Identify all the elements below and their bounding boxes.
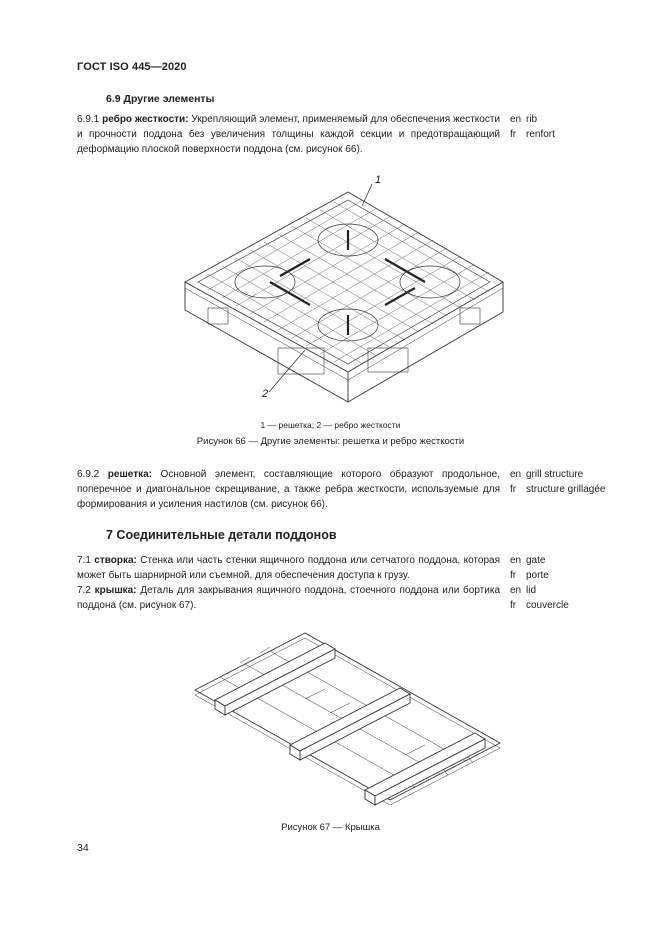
term-definition [77, 112, 500, 157]
lang-code: fr [510, 600, 517, 611]
page-number: 34 [77, 842, 89, 854]
lang-code: fr [510, 129, 517, 140]
term-definition [77, 553, 500, 583]
lang-term: couvercle [526, 600, 569, 611]
lang-term: renfort [526, 129, 555, 140]
term-equivalents [510, 467, 605, 497]
lang-code: en [510, 114, 522, 125]
term-number: 6.9.2 [77, 469, 100, 480]
lang-code: en [510, 555, 522, 566]
term-name: крышка: [94, 585, 137, 596]
figure-66-pallet-drawing [170, 170, 510, 415]
figure-caption: Рисунок 66 — Другие элементы: решетка и ребро жесткости [196, 436, 465, 447]
term-text: Укрепляющий элемент, применяемый для обеспечения жесткости и прочности поддона без увеличения толщины каждой секции и предотвращающий деформацию плоской поверхности поддона (см. рисунок 66). [77, 114, 501, 155]
lang-term: gate [526, 555, 546, 566]
figure-callout: 1 [375, 174, 382, 186]
term-number: 7.1 [77, 555, 91, 566]
lang-code: en [510, 585, 522, 596]
section-title: 6.9 Другие элементы [106, 93, 215, 105]
term-text: Основной элемент, составляющие которого образуют продольное, поперечное и диагональное скрещивание, а также ребра жесткости, используемые для формирования и усиления настилов (см. рисунок 66). [77, 469, 500, 510]
term-definition [77, 467, 500, 512]
lang-term: porte [526, 570, 549, 581]
term-name: створка: [94, 555, 137, 566]
chapter-title: 7 Соединительные детали поддонов [106, 528, 337, 542]
term-definition [77, 583, 500, 613]
lang-code: fr [510, 570, 517, 581]
term-number: 7.2 [77, 585, 91, 596]
term-text: Деталь для закрывания ящичного поддона, стоечного поддона или бортика поддона (см. рисунок 67). [77, 585, 501, 611]
figure-legend: 1 — решетка; 2 — ребро жесткости [260, 420, 401, 430]
term-name: решетка: [107, 469, 153, 480]
term-name: ребро жесткости: [102, 114, 189, 125]
document-header: ГОСТ ISO 445—2020 [77, 61, 187, 73]
term-text: Стенка или часть стенки ящичного поддона или сетчатого поддона, которая может быть шарнирной или съемной, для обеспечения доступа к грузу. [77, 555, 500, 581]
figure-67-lid-drawing [190, 625, 510, 810]
term-equivalents [510, 553, 549, 583]
lang-code: fr [510, 484, 517, 495]
lang-term: grill structure [526, 469, 584, 480]
term-equivalents [510, 583, 569, 613]
lang-term: rib [526, 114, 538, 125]
term-number: 6.9.1 [77, 114, 100, 125]
lang-term: lid [526, 585, 537, 596]
lang-code: en [510, 469, 522, 480]
lang-term: structure grillagée [526, 484, 606, 495]
figure-caption: Рисунок 67 — Крышка [281, 822, 380, 833]
term-equivalents [510, 112, 555, 142]
figure-callout: 2 [262, 388, 269, 400]
